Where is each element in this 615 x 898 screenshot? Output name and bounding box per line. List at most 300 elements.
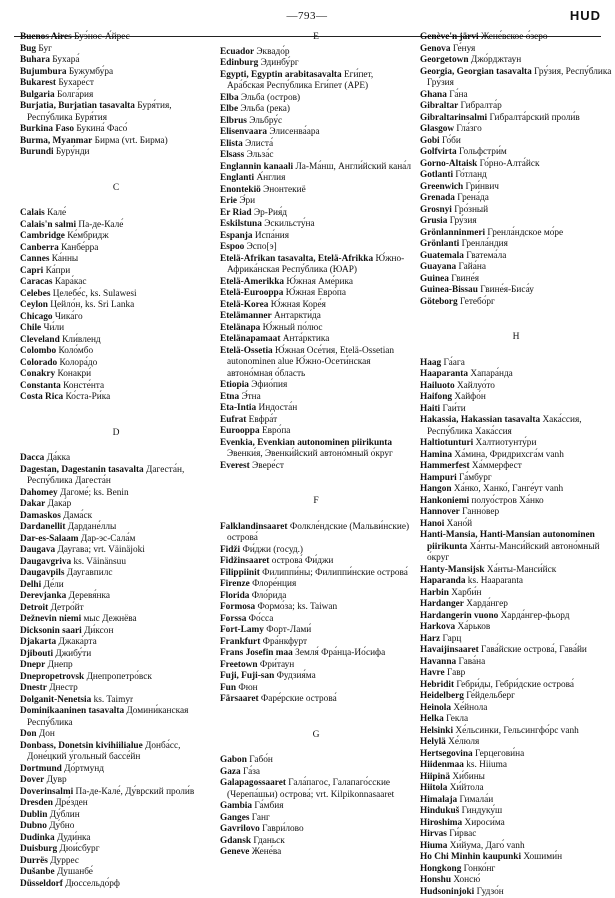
entry-translation: Дюссельдо́рф: [65, 879, 120, 889]
entry-translation: Гватема́ла: [466, 251, 506, 261]
entry-headword: Etelä-Korea: [220, 300, 268, 310]
dictionary-entry: [420, 507, 612, 519]
section-letter: D: [20, 428, 212, 440]
dictionary-entry: [20, 695, 212, 707]
entry-translation: Эвере́ст: [252, 461, 284, 471]
dictionary-entry: [20, 545, 212, 557]
dictionary-entry: [220, 185, 412, 197]
entry-translation: Детро́йт: [51, 603, 84, 613]
dictionary-entry: [220, 671, 412, 683]
entry-translation: Буря́тия, Респу́блика Буря́тия: [27, 101, 172, 123]
dictionary-entry: [220, 334, 412, 346]
dictionary-entry: [20, 55, 212, 67]
entry-headword: Doverinsalmi: [20, 787, 73, 797]
dictionary-entry: [220, 277, 412, 289]
entry-translation: Буэ́нос-А́йрес: [74, 32, 130, 42]
section-letter: F: [220, 496, 412, 508]
dictionary-entry: [420, 611, 612, 623]
dictionary-entry: [420, 703, 612, 715]
entry-translation: А́нглия: [256, 173, 285, 183]
dictionary-entry: [20, 323, 212, 335]
entry-headword: Detroit: [20, 603, 48, 613]
entry-headword: Haparanda: [420, 576, 465, 586]
dictionary-entry: [420, 680, 612, 692]
entry-headword: Ho Chi Minhin kaupunki: [420, 852, 521, 862]
entry-headword: Haifong: [420, 392, 452, 402]
entry-headword: Bujumbura: [20, 67, 67, 77]
entry-headword: Capri: [20, 266, 43, 276]
dictionary-entry: [420, 875, 612, 887]
entry-headword: Gobi: [420, 136, 440, 146]
dictionary-entry: [20, 358, 212, 370]
dictionary-entry: [220, 93, 412, 105]
entry-translation: Гла́зго: [456, 124, 481, 134]
entry-translation: Гру́зия, Респу́блика Гру́зия: [427, 67, 611, 89]
dictionary-entry: [220, 614, 412, 626]
entry-translation: Дуррес: [50, 856, 79, 866]
entry-headword: Hardangerin vuono: [420, 611, 498, 621]
entry-headword: Haaparanta: [420, 369, 468, 379]
entry-headword: Falklandinsaaret: [220, 522, 288, 532]
dictionary-entry: [420, 484, 612, 496]
entry-headword: Grenada: [420, 193, 455, 203]
entry-headword: Enontekiö: [220, 185, 261, 195]
entry-translation: Колора́до: [60, 358, 98, 368]
dictionary-entry: [220, 836, 412, 848]
entry-headword: Havanna: [420, 657, 456, 667]
entry-headword: Gdansk: [220, 836, 251, 846]
dictionary-entry: [220, 70, 412, 93]
entry-translation: Гренла́ндия: [462, 239, 508, 249]
entry-headword: Etelänapa: [220, 323, 260, 333]
dictionary-entry: [420, 852, 612, 864]
dictionary-entry: [220, 545, 412, 557]
entry-headword: Grönlanninmeri: [420, 228, 485, 238]
entry-translation: Ха́нты-Манси́йский автоно́мный о́круг: [427, 542, 600, 564]
dictionary-entry: [420, 124, 612, 136]
entry-translation: Гебри́ды, Гебри́дские острова́: [456, 680, 574, 690]
entry-translation: Испа́ния: [255, 231, 289, 241]
entry-headword: Buhara: [20, 55, 50, 65]
dictionary-entry: [220, 824, 412, 836]
entry-headword: Gibraltar: [420, 101, 458, 111]
entry-headword: Buenos Aires: [20, 32, 72, 42]
entry-translation: Харби́н: [451, 588, 481, 598]
dictionary-entry: [220, 591, 412, 603]
entry-headword: Burma, Myanmar: [20, 136, 92, 146]
entry-translation: Фра́нкфурт: [263, 637, 307, 647]
entry-headword: Helylä: [420, 737, 446, 747]
dictionary-entry: [20, 312, 212, 324]
entry-translation: Гавр: [447, 668, 465, 678]
dictionary-entry: [420, 588, 612, 600]
dictionary-entry: [20, 511, 212, 523]
entry-translation: Евро́па: [262, 426, 290, 436]
entry-headword: Burundi: [20, 147, 54, 157]
dictionary-entry: [20, 488, 212, 500]
entry-headword: Haltiotunturi: [420, 438, 473, 448]
dictionary-entry: [420, 44, 612, 56]
entry-headword: Etiopia: [220, 380, 249, 390]
dictionary-entry: [420, 829, 612, 841]
dictionary-entry: [220, 813, 412, 825]
entry-translation: Га́за: [243, 767, 260, 777]
dictionary-entry: [20, 32, 212, 44]
dictionary-entry: [20, 147, 212, 159]
entry-translation: Даугавпилс: [67, 568, 113, 578]
entry-headword: Hanoi: [420, 519, 444, 529]
entry-translation: Кара́кас: [55, 277, 87, 287]
dictionary-entry: [420, 496, 612, 508]
dictionary-entry: [420, 90, 612, 102]
entry-translation: Э́тна: [241, 392, 260, 402]
entry-translation: Консте́нта: [63, 381, 104, 391]
entry-headword: Hannover: [420, 507, 460, 517]
dictionary-entry: [420, 795, 612, 807]
entry-translation: Флоре́нция: [252, 579, 296, 589]
dictionary-entry: [20, 346, 212, 358]
entry-headword: Heinola: [420, 703, 451, 713]
entry-translation: Эквадо́р: [256, 47, 289, 57]
dictionary-entry: [420, 358, 612, 370]
dictionary-entry: [20, 392, 212, 404]
dictionary-entry: [220, 231, 412, 243]
entry-headword: Forssa: [220, 614, 246, 624]
entry-headword: Hammerfest: [420, 461, 470, 471]
entry-translation: Ганно́вер: [462, 507, 499, 517]
entry-headword: Burjatia, Burjatian tasavalta: [20, 101, 135, 111]
dictionary-entry: [20, 706, 212, 729]
entry-translation: острова́ Фи́джи: [272, 556, 334, 566]
entry-translation: Га́мбург: [459, 473, 492, 483]
entry-headword: Evenkia, Evenkian autonominen piirikunta: [220, 438, 392, 448]
entry-headword: Etelä-Ossetia: [220, 346, 273, 356]
entry-translation: Цейло́н, ks. Sri Lanka: [50, 300, 134, 310]
dictionary-entry: [20, 101, 212, 124]
dictionary-entry: [420, 806, 612, 818]
entry-headword: Cleveland: [20, 335, 60, 345]
dictionary-entry: [420, 285, 612, 297]
dictionary-entry: [220, 660, 412, 672]
dictionary-entry: [220, 438, 412, 461]
entry-translation: Фолкле́ндские (Мальви́нские) острова́: [227, 522, 409, 544]
entry-translation: Гаври́лово: [262, 824, 304, 834]
entry-translation: Эр-Рия́д: [254, 208, 287, 218]
dictionary-entry: [220, 173, 412, 185]
dictionary-entry: [420, 216, 612, 228]
entry-translation: Хе́люля: [448, 737, 479, 747]
dictionary-entry: [20, 522, 212, 534]
entry-headword: Etelänapamaat: [220, 334, 280, 344]
dictionary-entry: [420, 415, 612, 438]
entry-translation: Домини́канская Респу́блика: [27, 706, 188, 728]
entry-note: Ю́жно-Осети́нская автоно́мная о́бласть: [227, 357, 371, 379]
entry-headword: Grosnyi: [420, 205, 452, 215]
entry-translation: Филиппи́ны; Филиппи́нские острова́: [262, 568, 408, 578]
entry-translation: Буру́нди: [56, 147, 90, 157]
entry-headword: Hailuoto: [420, 381, 455, 391]
entry-headword: Dortmund: [20, 764, 62, 774]
dictionary-entry: [20, 465, 212, 488]
dictionary-entry: [220, 461, 412, 473]
entry-translation: Да́кка: [47, 453, 71, 463]
entry-headword: Hudsoninjoki: [420, 887, 474, 897]
entry-translation: Ге́нуя: [453, 44, 475, 54]
entry-translation: Фло́рида: [252, 591, 287, 601]
dictionary-entry: [220, 556, 412, 568]
entry-translation: Ю́жная Коре́я: [271, 300, 326, 310]
dictionary-entry: [20, 764, 212, 776]
entry-translation: Фо́сса: [249, 614, 274, 624]
dictionary-entry: [420, 404, 612, 416]
entry-translation: Энонтекиё: [263, 185, 306, 195]
entry-headword: Elista: [220, 139, 243, 149]
entry-headword: Calais: [20, 208, 45, 218]
entry-translation: Индоста́н: [259, 403, 298, 413]
entry-translation: Гетебо́рг: [460, 297, 495, 307]
entry-translation: Хи́йтола: [450, 783, 484, 793]
dictionary-entry: [420, 147, 612, 159]
section-letter: H: [420, 332, 612, 344]
dictionary-entry: [220, 392, 412, 404]
dictionary-entry: [420, 622, 612, 634]
entry-translation: полуо́стров Ха́нко: [471, 496, 543, 506]
entry-translation: Гимала́и: [460, 795, 494, 805]
entry-headword: Hampuri: [420, 473, 457, 483]
entry-translation: Дагоме́; ks. Benin: [60, 488, 129, 498]
entry-headword: Freetown: [220, 660, 258, 670]
entry-headword: Constanta: [20, 381, 61, 391]
entry-translation: Эфио́пия: [251, 380, 287, 390]
dictionary-entry: [420, 381, 612, 393]
entry-headword: Burkina Faso: [20, 124, 74, 134]
entry-headword: Fidžinsaaret: [220, 556, 269, 566]
dictionary-entry: [20, 208, 212, 220]
dictionary-entry: [20, 672, 212, 684]
entry-headword: Cannes: [20, 254, 49, 264]
dictionary-entry: [20, 568, 212, 580]
dictionary-entry: [420, 749, 612, 761]
entry-translation: Конакри́: [57, 369, 91, 379]
dictionary-entry: [20, 78, 212, 90]
entry-translation: Фи́джи (госуд.): [242, 545, 303, 555]
entry-headword: Genova: [420, 44, 450, 54]
entry-translation: Ха́нты-Манси́йск: [487, 565, 556, 575]
entry-translation: Хироси́ма: [465, 818, 505, 828]
entry-translation: Хано́й: [447, 519, 472, 529]
dictionary-entry: [20, 614, 212, 626]
entry-headword: Don: [20, 729, 37, 739]
dictionary-entry: [420, 645, 612, 657]
entry-headword: Hardanger: [420, 599, 464, 609]
dictionary-entry: [420, 818, 612, 830]
dictionary-entry: [20, 867, 212, 879]
entry-translation: Днепр: [48, 660, 73, 670]
entry-translation: Дама́ск: [63, 511, 92, 521]
dictionary-entry: [220, 637, 412, 649]
dictionary-entry: [220, 116, 412, 128]
entry-headword: Djibouti: [20, 649, 53, 659]
dictionary-entry: [220, 300, 412, 312]
dictionary-entry: [20, 136, 212, 148]
entry-translation: Ю́жная Осе́тия, Etelä-Ossetian autonominen alue: [227, 346, 394, 368]
entry-translation: Бухаре́ст: [58, 78, 94, 88]
entry-headword: Eskilstuna: [220, 219, 262, 229]
dictionary-entry: [220, 801, 412, 813]
entry-translation: Гибралта́р: [461, 101, 502, 111]
entry-translation: Коло́мбо: [59, 346, 94, 356]
entry-translation: Грена́да: [457, 193, 489, 203]
entry-headword: Er Riad: [220, 208, 252, 218]
entry-translation: Дувр: [47, 775, 67, 785]
entry-translation: Ю́жная Аме́рика: [286, 277, 353, 287]
column-2: [220, 32, 412, 859]
entry-headword: Dublin: [20, 810, 47, 820]
dictionary-entry: [220, 346, 412, 381]
entry-headword: Chicago: [20, 312, 53, 322]
dictionary-entry: [220, 426, 412, 438]
entry-translation: мыс Дежнёва: [84, 614, 137, 624]
entry-translation: Жене́вское о́зеро: [481, 32, 548, 42]
entry-translation: Деревя́нка: [69, 591, 110, 601]
entry-headword: Etelä-Afrikan tasavalta, Etelä-Afrikka: [220, 254, 373, 264]
dictionary-entry: [220, 104, 412, 116]
entry-translation: ks. Haaparanta: [468, 576, 523, 586]
entry-headword: Etelämanner: [220, 311, 272, 321]
entry-translation: Ха́ммерфест: [472, 461, 522, 471]
entry-translation: Джибу́ти: [55, 649, 91, 659]
entry-translation: Букина́ Фасо́: [76, 124, 127, 134]
dictionary-entry: [20, 266, 212, 278]
dictionary-entry: [220, 380, 412, 392]
entry-translation: До́ртмунд: [64, 764, 104, 774]
entry-translation: Дар-эс-Сала́м: [81, 534, 135, 544]
dictionary-entry: [20, 637, 212, 649]
dictionary-entry: [20, 810, 212, 822]
entry-headword: Edinburg: [220, 58, 258, 68]
entry-translation: Хапара́нда: [470, 369, 512, 379]
entry-translation: Чи́ли: [44, 323, 65, 333]
dictionary-entry: [20, 335, 212, 347]
entry-headword: Haiti: [420, 404, 440, 414]
entry-headword: Harz: [420, 634, 440, 644]
dictionary-entry: [20, 534, 212, 546]
entry-translation: Ги́рвас: [449, 829, 476, 839]
page-header: [0, 10, 615, 30]
entry-headword: Dušanbe: [20, 867, 55, 877]
dictionary-entry: [20, 243, 212, 255]
entry-headword: Cambridge: [20, 231, 65, 241]
entry-headword: Delhi: [20, 580, 41, 590]
entry-translation: Днепропетро́вск: [87, 672, 152, 682]
dictionary-entry: [20, 879, 212, 891]
entry-headword: Himalaja: [420, 795, 457, 805]
entry-headword: Gorno-Altaisk: [420, 159, 477, 169]
dictionary-entry: [420, 228, 612, 240]
entry-headword: Grusia: [420, 216, 447, 226]
entry-translation: Ла-Ма́нш, Англи́йский кана́л: [295, 162, 411, 172]
dictionary-entry: [220, 47, 412, 59]
entry-headword: Ecuador: [220, 47, 254, 57]
dictionary-entry: [220, 625, 412, 637]
entry-translation: ks. Taimyr: [94, 695, 133, 705]
entry-headword: Geneve: [220, 847, 249, 857]
entry-translation: Ге́йдельберг: [466, 691, 515, 701]
entry-headword: Guatemala: [420, 251, 464, 261]
dictionary-entry: [420, 530, 612, 565]
entry-translation: Гру́зия: [450, 216, 477, 226]
dictionary-entry: [220, 755, 412, 767]
entry-translation: Гекла: [446, 714, 468, 724]
entry-headword: Canberra: [20, 243, 59, 253]
dictionary-entry: [220, 323, 412, 335]
entry-headword: Firenze: [220, 579, 250, 589]
entry-translation: Фаре́рские острова́: [261, 694, 337, 704]
dictionary-entry: [220, 58, 412, 70]
entry-translation: Хи́йума, Даго́ vanh: [450, 841, 525, 851]
entry-headword: Eurooppa: [220, 426, 260, 436]
dictionary-entry: [20, 741, 212, 764]
entry-headword: Dover: [20, 775, 44, 785]
entry-translation: Гала́пагос, Галапаго́сские (Черепа́шьи) острова́; vrt. Kilpikonnasaaret: [227, 778, 394, 800]
entry-translation: Хе́льсинки, Гельсингфо́рс vanh: [455, 726, 578, 736]
entry-translation: Ю́жная Евро́па: [286, 288, 346, 298]
entry-headword: Derevjanka: [20, 591, 66, 601]
entry-headword: Greenwich: [420, 182, 463, 192]
entry-translation: Буг: [38, 44, 52, 54]
entry-translation: Па-де-Кале́: [78, 220, 123, 230]
entry-translation: Гвине́я: [451, 274, 479, 284]
column-3: [420, 32, 612, 898]
dictionary-entry: [20, 844, 212, 856]
entry-headword: Filippiinit: [220, 568, 260, 578]
entry-translation: Хайфо́н: [454, 392, 485, 402]
dictionary-entry: [420, 576, 612, 588]
entry-headword: Hebridit: [420, 680, 454, 690]
dictionary-entry: [220, 219, 412, 231]
entry-headword: Hongkong: [420, 864, 461, 874]
entry-translation: Ди́ксон: [84, 626, 113, 636]
entry-headword: Gaza: [220, 767, 241, 777]
dictionary-entry: [220, 415, 412, 427]
dictionary-entry: [20, 649, 212, 661]
entry-translation: Донба́сс, Доне́цкий у́гольный бассе́йн: [27, 741, 180, 763]
dictionary-entry: [20, 300, 212, 312]
dictionary-entry: [420, 737, 612, 749]
dictionary-entry: [420, 193, 612, 205]
entry-headword: Georgia, Georgian tasavalta: [420, 67, 532, 77]
dictionary-entry: [420, 297, 612, 309]
entry-headword: Colombo: [20, 346, 56, 356]
entry-translation: Э́ри: [239, 196, 255, 206]
entry-headword: Hiipinä: [420, 772, 450, 782]
entry-translation: Дон: [39, 729, 55, 739]
entry-headword: Helsinki: [420, 726, 453, 736]
dictionary-entry: [220, 778, 412, 801]
dictionary-entry: [420, 136, 612, 148]
dictionary-entry: [420, 438, 612, 450]
dictionary-entry: [220, 602, 412, 614]
entry-headword: Elisenvaara: [220, 127, 267, 137]
entry-headword: Bulgaria: [20, 90, 55, 100]
entry-headword: Dacca: [20, 453, 44, 463]
entry-headword: Harkova: [420, 622, 455, 632]
entry-headword: Gabon: [220, 755, 247, 765]
entry-translation: Го́тланд: [455, 170, 486, 180]
entry-headword: Dnepropetrovsk: [20, 672, 84, 682]
entry-headword: Costa Rica: [20, 392, 63, 402]
entry-headword: Dahomey: [20, 488, 58, 498]
